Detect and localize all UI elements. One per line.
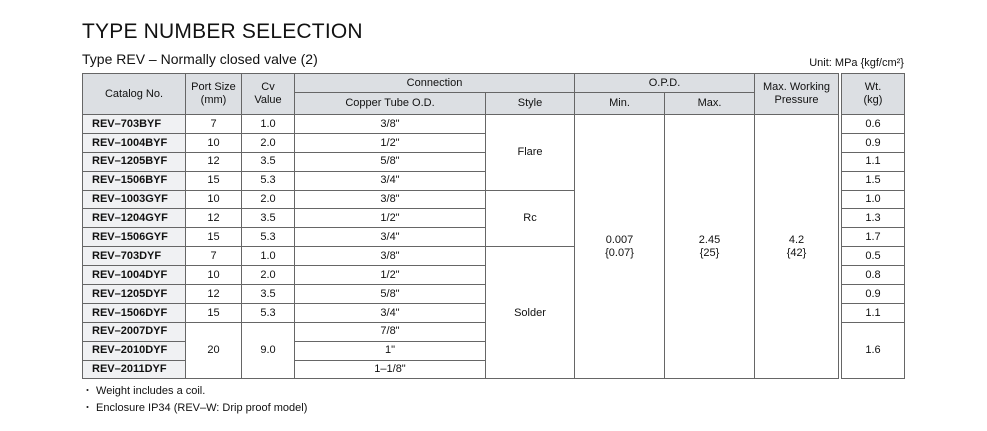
footnote: ・ Enclosure IP34 (REV–W: Drip proof model) — [82, 402, 308, 414]
header-copper-tube-od: Copper Tube O.D. — [295, 93, 486, 115]
cv-value: 5.3 — [242, 228, 295, 247]
footnote: ・ Weight includes a coil. — [82, 385, 206, 397]
copper-tube-od: 3/8" — [295, 190, 486, 209]
header-style: Style — [486, 93, 575, 115]
catalog-no: REV–1205BYF — [83, 152, 186, 171]
opd-max: 2.45 {25} — [665, 115, 755, 379]
copper-tube-od: 1/2" — [295, 266, 486, 285]
copper-tube-od: 1" — [295, 341, 486, 360]
catalog-no: REV–1003GYF — [83, 190, 186, 209]
header-opd-max: Max. — [665, 93, 755, 115]
weight: 1.0 — [842, 190, 905, 209]
weight: 1.1 — [842, 152, 905, 171]
catalog-no: REV–703BYF — [83, 115, 186, 134]
port-size: 15 — [186, 228, 242, 247]
header-cv-value: Cv Value — [242, 74, 295, 115]
port-size: 10 — [186, 266, 242, 285]
page-title: TYPE NUMBER SELECTION — [82, 20, 363, 43]
catalog-no: REV–703DYF — [83, 247, 186, 266]
port-size: 12 — [186, 152, 242, 171]
max-working-pressure: 4.2 {42} — [755, 115, 839, 379]
footnotes — [82, 383, 307, 417]
catalog-no: REV–1506DYF — [83, 303, 186, 322]
weight: 0.6 — [842, 115, 905, 134]
cv-value: 1.0 — [242, 247, 295, 266]
header-max-working-pressure: Max. Working Pressure — [755, 74, 839, 115]
catalog-no: REV–1506GYF — [83, 228, 186, 247]
copper-tube-od: 1/2" — [295, 133, 486, 152]
copper-tube-od: 1/2" — [295, 209, 486, 228]
cv-value: 5.3 — [242, 171, 295, 190]
port-size: 10 — [186, 190, 242, 209]
port-size: 7 — [186, 115, 242, 134]
catalog-no: REV–2010DYF — [83, 341, 186, 360]
style-flare: Flare — [486, 115, 575, 191]
unit-label: Unit: MPa {kgf/cm²} — [809, 57, 904, 69]
weight: 1.3 — [842, 209, 905, 228]
weight: 1.5 — [842, 171, 905, 190]
copper-tube-od: 3/4" — [295, 228, 486, 247]
port-size: 15 — [186, 171, 242, 190]
header-catalog-no: Catalog No. — [83, 74, 186, 115]
cv-value: 3.5 — [242, 209, 295, 228]
weight: 1.6 — [842, 322, 905, 379]
copper-tube-od: 3/8" — [295, 247, 486, 266]
copper-tube-od: 5/8" — [295, 152, 486, 171]
weight: 1.7 — [842, 228, 905, 247]
header-opd-min: Min. — [575, 93, 665, 115]
cv-value: 2.0 — [242, 133, 295, 152]
port-size: 15 — [186, 303, 242, 322]
copper-tube-od: 7/8" — [295, 322, 486, 341]
catalog-no: REV–1205DYF — [83, 285, 186, 304]
copper-tube-od: 1–1/8" — [295, 360, 486, 379]
catalog-no: REV–1204GYF — [83, 209, 186, 228]
cv-value: 2.0 — [242, 266, 295, 285]
cv-value: 3.5 — [242, 285, 295, 304]
copper-tube-od: 5/8" — [295, 285, 486, 304]
style-solder: Solder — [486, 247, 575, 379]
port-size: 20 — [186, 322, 242, 379]
port-size: 12 — [186, 209, 242, 228]
catalog-no: REV–1004DYF — [83, 266, 186, 285]
catalog-no: REV–2007DYF — [83, 322, 186, 341]
copper-tube-od: 3/4" — [295, 171, 486, 190]
weight: 0.9 — [842, 133, 905, 152]
copper-tube-od: 3/4" — [295, 303, 486, 322]
port-size: 7 — [186, 247, 242, 266]
weight: 0.5 — [842, 247, 905, 266]
cv-value: 3.5 — [242, 152, 295, 171]
table-row — [83, 115, 905, 134]
port-size: 10 — [186, 133, 242, 152]
weight: 0.8 — [842, 266, 905, 285]
cv-value: 2.0 — [242, 190, 295, 209]
header-connection: Connection — [295, 74, 575, 93]
catalog-no: REV–1506BYF — [83, 171, 186, 190]
cv-value: 9.0 — [242, 322, 295, 379]
port-size: 12 — [186, 285, 242, 304]
cv-value: 1.0 — [242, 115, 295, 134]
header-weight: Wt. (kg) — [842, 74, 905, 115]
header-port-size: Port Size (mm) — [186, 74, 242, 115]
type-number-table — [82, 73, 905, 379]
catalog-no: REV–2011DYF — [83, 360, 186, 379]
copper-tube-od: 3/8" — [295, 115, 486, 134]
table-subtitle: Type REV – Normally closed valve (2) — [82, 51, 318, 67]
weight: 1.1 — [842, 303, 905, 322]
catalog-no: REV–1004BYF — [83, 133, 186, 152]
opd-min: 0.007 {0.07} — [575, 115, 665, 379]
style-rc: Rc — [486, 190, 575, 247]
header-opd: O.P.D. — [575, 74, 755, 93]
weight: 0.9 — [842, 285, 905, 304]
cv-value: 5.3 — [242, 303, 295, 322]
